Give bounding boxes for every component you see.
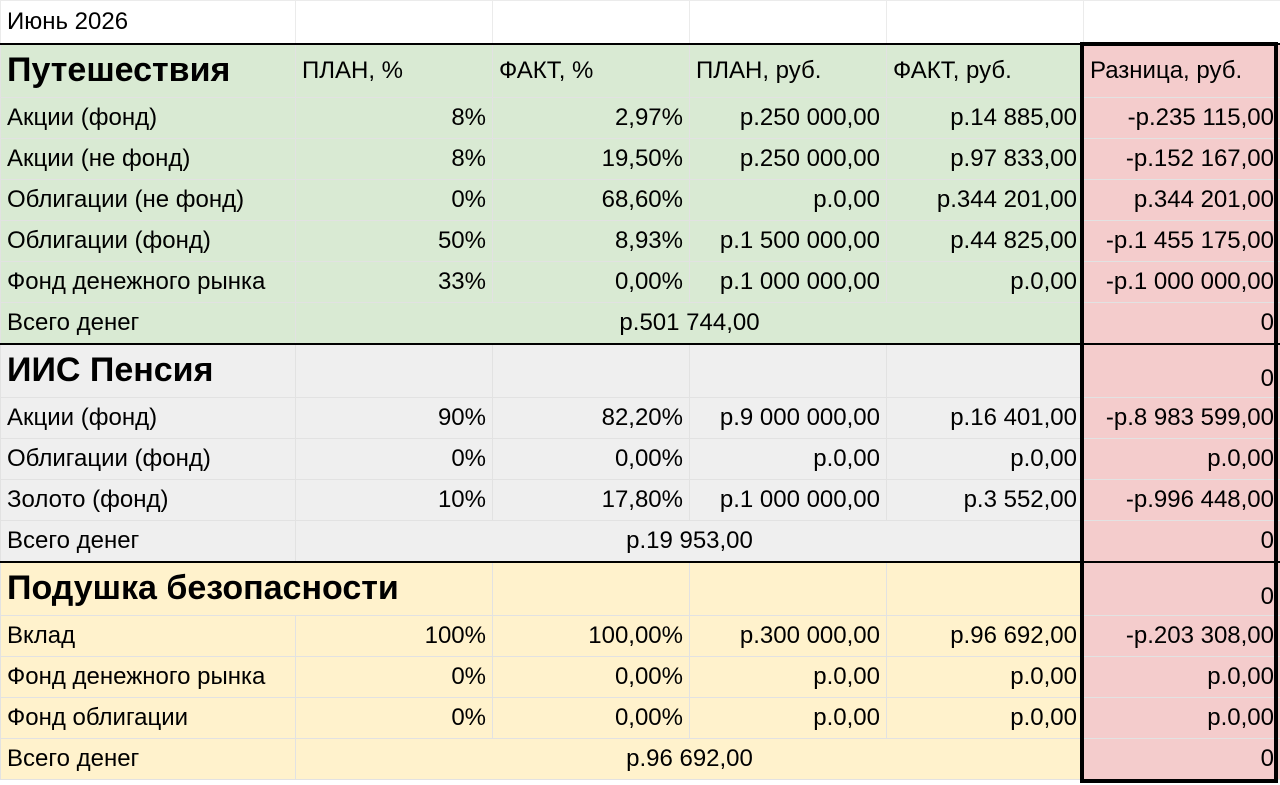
total-value-cell[interactable]: р.96 692,00 [296,739,1084,780]
total-label-cell[interactable]: Всего денег [1,521,296,562]
empty-cell[interactable] [690,344,887,398]
sheet-title-cell[interactable]: Июнь 2026 [1,1,296,44]
fact-rub-cell[interactable]: р.0,00 [887,657,1084,698]
plan-pct-cell[interactable]: 0% [296,180,493,221]
fact-pct-cell[interactable]: 8,93% [493,221,690,262]
row-label-cell[interactable]: Облигации (фонд) [1,439,296,480]
empty-cell[interactable] [1084,1,1280,44]
total-row [1,739,1280,780]
table-row [1,398,1280,439]
plan-rub-cell[interactable]: р.1 000 000,00 [690,262,887,303]
row-label-cell[interactable]: Акции (фонд) [1,98,296,139]
plan-pct-cell[interactable]: 0% [296,657,493,698]
plan-pct-cell[interactable]: 8% [296,98,493,139]
total-label-cell[interactable]: Всего денег [1,739,296,780]
total-row [1,303,1280,344]
section-title-cell[interactable]: Подушка безопасности [1,562,493,616]
plan-rub-cell[interactable]: р.250 000,00 [690,139,887,180]
empty-cell[interactable] [690,1,887,44]
fact-pct-cell[interactable]: 0,00% [493,262,690,303]
section-header-travel [1,44,1280,98]
total-value-cell[interactable]: р.501 744,00 [296,303,1084,344]
fact-rub-cell[interactable]: р.44 825,00 [887,221,1084,262]
diff-rub-cell[interactable]: р.0,00 [1084,698,1280,739]
fact-rub-cell[interactable]: р.97 833,00 [887,139,1084,180]
plan-rub-cell[interactable]: р.0,00 [690,698,887,739]
total-row [1,521,1280,562]
empty-cell[interactable] [690,562,887,616]
table-row [1,262,1280,303]
diff-rub-cell[interactable]: р.344 201,00 [1084,180,1280,221]
fact-rub-cell[interactable]: р.16 401,00 [887,398,1084,439]
empty-cell[interactable] [887,1,1084,44]
table-row [1,221,1280,262]
row-label-cell[interactable]: Вклад [1,616,296,657]
diff-rub-cell[interactable]: -р.1 000 000,00 [1084,262,1280,303]
plan-pct-cell[interactable]: 50% [296,221,493,262]
empty-cell[interactable] [296,344,493,398]
section-header-cushion [1,562,1280,616]
fact-pct-cell[interactable]: 68,60% [493,180,690,221]
section-header-pension [1,344,1280,398]
row-label-cell[interactable]: Фонд денежного рынка [1,657,296,698]
empty-cell[interactable] [493,562,690,616]
plan-pct-cell[interactable]: 33% [296,262,493,303]
table-row [1,698,1280,739]
plan-pct-cell[interactable]: 0% [296,439,493,480]
total-diff-cell[interactable]: 0 [1084,303,1280,344]
table-row [1,180,1280,221]
plan-rub-cell[interactable]: р.300 000,00 [690,616,887,657]
header-cell-fact-pct[interactable]: ФАКТ, % [493,44,690,98]
fact-pct-cell[interactable]: 0,00% [493,698,690,739]
empty-cell[interactable] [887,562,1084,616]
empty-cell[interactable] [493,1,690,44]
row-label-cell[interactable]: Акции (не фонд) [1,139,296,180]
empty-cell[interactable] [493,344,690,398]
fact-rub-cell[interactable]: р.344 201,00 [887,180,1084,221]
table-row [1,139,1280,180]
header-diff-cell[interactable]: 0 [1084,344,1280,398]
row-label-cell[interactable]: Акции (фонд) [1,398,296,439]
header-cell-plan-rub[interactable]: ПЛАН, руб. [690,44,887,98]
fact-rub-cell[interactable]: р.96 692,00 [887,616,1084,657]
diff-rub-cell[interactable]: -р.152 167,00 [1084,139,1280,180]
fact-pct-cell[interactable]: 17,80% [493,480,690,521]
diff-rub-cell[interactable]: -р.8 983 599,00 [1084,398,1280,439]
diff-rub-cell[interactable]: -р.203 308,00 [1084,616,1280,657]
empty-cell[interactable] [887,344,1084,398]
header-diff-cell[interactable]: 0 [1084,562,1280,616]
plan-rub-cell[interactable]: р.250 000,00 [690,98,887,139]
row-label-cell[interactable]: Золото (фонд) [1,480,296,521]
section-title-cell[interactable]: ИИС Пенсия [1,344,296,398]
plan-pct-cell[interactable]: 8% [296,139,493,180]
row-label-cell[interactable]: Облигации (не фонд) [1,180,296,221]
plan-rub-cell[interactable]: р.0,00 [690,439,887,480]
title-row [1,1,1280,44]
empty-cell[interactable] [296,1,493,44]
table-row [1,657,1280,698]
fact-pct-cell[interactable]: 2,97% [493,98,690,139]
plan-rub-cell[interactable]: р.1 500 000,00 [690,221,887,262]
plan-pct-cell[interactable]: 90% [296,398,493,439]
row-label-cell[interactable]: Фонд денежного рынка [1,262,296,303]
header-cell-plan-pct[interactable]: ПЛАН, % [296,44,493,98]
table-row [1,439,1280,480]
fact-pct-cell[interactable]: 19,50% [493,139,690,180]
diff-rub-cell[interactable]: р.0,00 [1084,657,1280,698]
plan-rub-cell[interactable]: р.0,00 [690,657,887,698]
plan-pct-cell[interactable]: 0% [296,698,493,739]
header-cell-diff-rub[interactable]: Разница, руб. [1084,44,1280,98]
diff-rub-cell[interactable]: -р.996 448,00 [1084,480,1280,521]
table-row [1,480,1280,521]
fact-pct-cell[interactable]: 100,00% [493,616,690,657]
fact-rub-cell[interactable]: р.0,00 [887,698,1084,739]
header-cell-fact-rub[interactable]: ФАКТ, руб. [887,44,1084,98]
total-label-cell[interactable]: Всего денег [1,303,296,344]
row-label-cell[interactable]: Облигации (фонд) [1,221,296,262]
total-value-cell[interactable]: р.19 953,00 [296,521,1084,562]
fact-pct-cell[interactable]: 0,00% [493,657,690,698]
fact-rub-cell[interactable]: р.0,00 [887,262,1084,303]
fact-rub-cell[interactable]: р.0,00 [887,439,1084,480]
fact-pct-cell[interactable]: 82,20% [493,398,690,439]
plan-rub-cell[interactable]: р.9 000 000,00 [690,398,887,439]
diff-rub-cell[interactable]: -р.235 115,00 [1084,98,1280,139]
plan-pct-cell[interactable]: 100% [296,616,493,657]
plan-pct-cell[interactable]: 10% [296,480,493,521]
plan-rub-cell[interactable]: р.0,00 [690,180,887,221]
fact-rub-cell[interactable]: р.14 885,00 [887,98,1084,139]
diff-rub-cell[interactable]: р.0,00 [1084,439,1280,480]
row-label-cell[interactable]: Фонд облигации [1,698,296,739]
total-diff-cell[interactable]: 0 [1084,739,1280,780]
total-diff-cell[interactable]: 0 [1084,521,1280,562]
diff-rub-cell[interactable]: -р.1 455 175,00 [1084,221,1280,262]
fact-pct-cell[interactable]: 0,00% [493,439,690,480]
plan-rub-cell[interactable]: р.1 000 000,00 [690,480,887,521]
fact-rub-cell[interactable]: р.3 552,00 [887,480,1084,521]
table-row [1,616,1280,657]
section-title-cell[interactable]: Путешествия [1,44,296,98]
table-row [1,98,1280,139]
